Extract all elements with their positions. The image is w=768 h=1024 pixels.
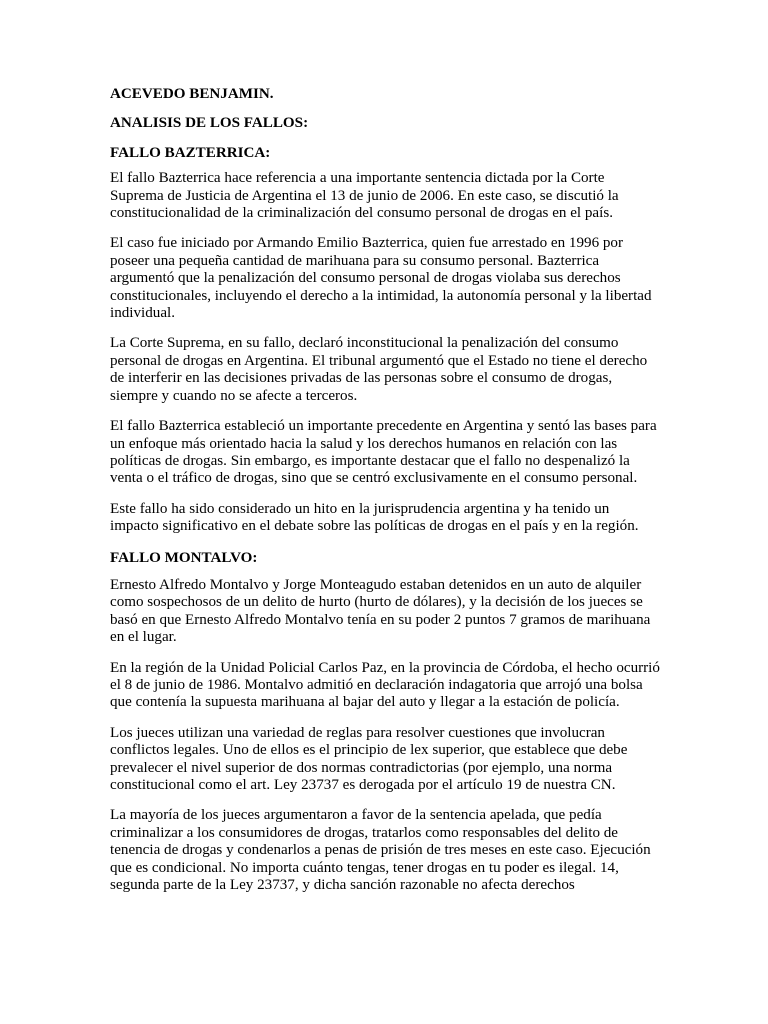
document-title: ANALISIS DE LOS FALLOS: — [110, 115, 309, 132]
author-name: ACEVEDO BENJAMIN. — [110, 86, 274, 102]
paragraph: El fallo Bazterrica estableció un importante precedente en Argentina y sentó las bases para un enfoque más orientado hacia la salud y los derechos humanos en relación con las políticas de drogas. Sin embargo, es importante destacar que el fallo no despenalizó la venta o el tráfico de drogas, sino que se centró exclusivamente en el consumo personal. — [110, 418, 657, 487]
paragraph: Los jueces utilizan una variedad de reglas para resolver cuestiones que involucran conflictos legales. Uno de ellos es el principio de lex superior, que establece que debe prevalecer el nivel superior de dos normas contradictorias (por ejemplo, una norma constitucional como el art. Ley 23737 es derogada por el artículo 19 de nuestra CN. — [110, 724, 628, 793]
section-heading-bazterrica: FALLO BAZTERRICA: — [110, 144, 271, 161]
paragraph: El caso fue iniciado por Armando Emilio Bazterrica, quien fue arrestado en 1996 por poseer una pequeña cantidad de marihuana para su consumo personal. Bazterrica argumentó que la penalización del consumo personal de drogas violaba sus derechos constitucionales, incluyendo el derecho a la intimidad, la autonomía personal y la libertad individual. — [110, 235, 652, 322]
paragraph: Ernesto Alfredo Montalvo y Jorge Monteagudo estaban detenidos en un auto de alquiler como sospechosos de un delito de hurto (hurto de dólares), y la decisión de los jueces se basó en que Ernesto Alfredo Montalvo tenía en su poder 2 puntos 7 gramos de marihuana en el lugar. — [110, 576, 651, 646]
paragraph: Este fallo ha sido considerado un hito en la jurisprudencia argentina y ha tenido un impacto significativo en el debate sobre las políticas de drogas en el país y en la región. — [110, 500, 639, 535]
paragraph: La Corte Suprema, en su fallo, declaró inconstitucional la penalización del consumo personal de drogas en Argentina. El tribunal argumentó que el Estado no tiene el derecho de interferir en las decisiones privadas de las personas sobre el consumo de drogas, siempre y cuando no se afecte a terceros. — [110, 335, 648, 404]
paragraph: La mayoría de los jueces argumentaron a favor de la sentencia apelada, que pedía criminalizar a los consumidores de drogas, tratarlos como responsables del delito de tenencia de drogas y condenarlos a penas de prisión de tres meses en este caso. Ejecución que es condicional. No importa cuánto tengas, tener drogas en tu poder es ilegal. 14, segunda parte de la Ley 23737, y dicha sanción razonable no afecta derechos — [110, 807, 651, 894]
section-heading-montalvo: FALLO MONTALVO: — [110, 549, 258, 566]
paragraph: En la región de la Unidad Policial Carlos Paz, en la provincia de Córdoba, el hecho ocurrió el 8 de junio de 1986. Montalvo admitió en declaración indagatoria que arrojó una bolsa que contenía la supuesta marihuana al bajar del auto y llegar a la estación de policía. — [110, 659, 660, 711]
paragraph: El fallo Bazterrica hace referencia a una importante sentencia dictada por la Corte Suprema de Justicia de Argentina el 13 de junio de 2006. En este caso, se discutió la constitucionalidad de la criminalización del consumo personal de drogas en el país. — [110, 170, 619, 222]
